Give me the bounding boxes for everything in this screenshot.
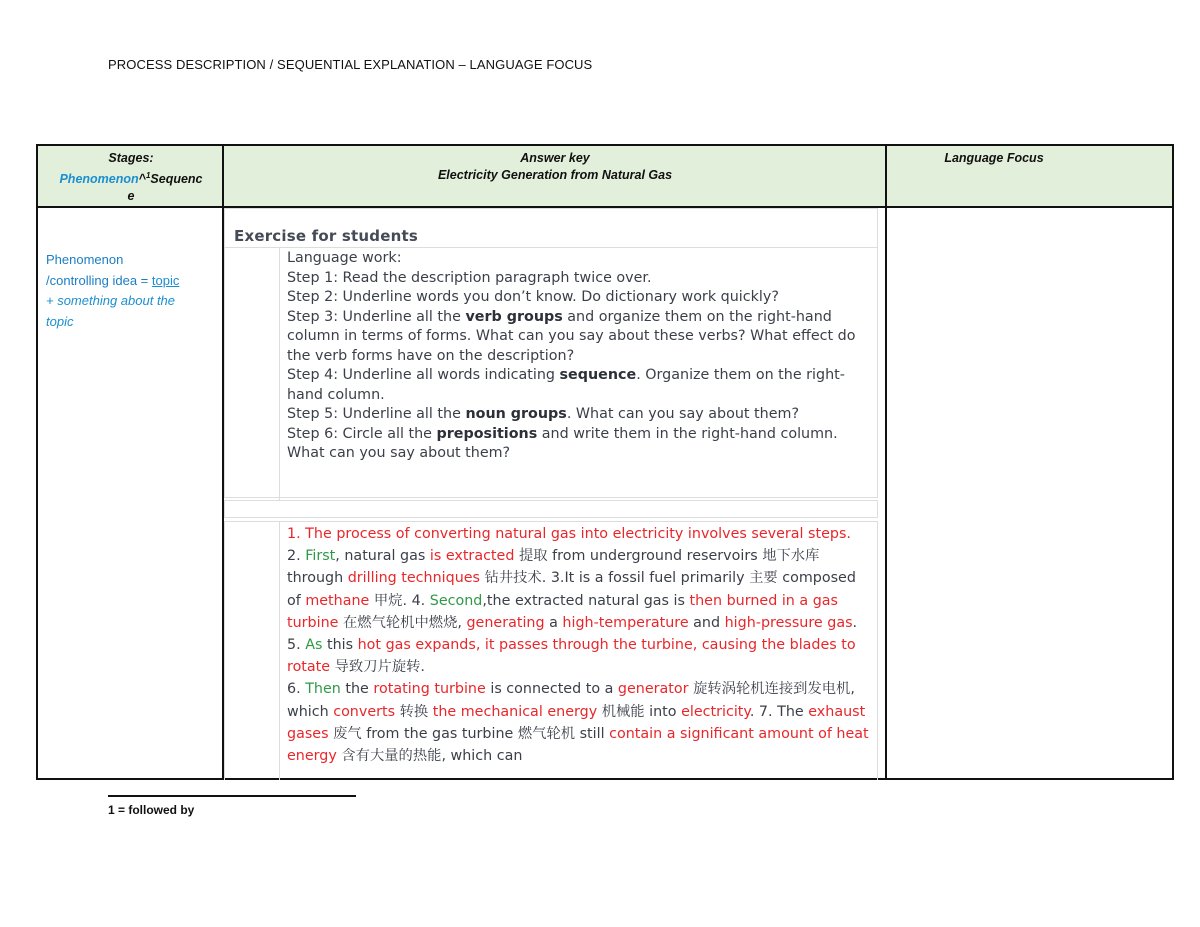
seq-as: As bbox=[305, 637, 323, 654]
noun-rotating-turbine: rotating turbine bbox=[373, 681, 486, 698]
footnote-separator bbox=[108, 795, 356, 797]
step6-text-c: and write them in the right-hand column. What can you say about them? bbox=[287, 425, 838, 461]
s6-i: 机械能 into bbox=[597, 703, 682, 720]
s4-i: . 5. bbox=[287, 614, 858, 654]
step5-noun-groups: noun groups bbox=[465, 406, 567, 422]
answer-key-topic: Electricity Generation from Natural Gas bbox=[437, 168, 673, 182]
header-answer-key bbox=[224, 150, 886, 184]
controlling-idea-label: /controlling idea = bbox=[46, 272, 152, 288]
exercise-gutter bbox=[279, 248, 280, 500]
s6-g: 转换 bbox=[395, 703, 433, 720]
stages-sequence-word: Sequenc bbox=[150, 172, 203, 187]
answer-paragraph bbox=[287, 523, 873, 767]
column-divider-2 bbox=[885, 146, 887, 778]
exercise-step-5 bbox=[287, 405, 871, 425]
exercise-inner bbox=[225, 247, 877, 500]
clause-contain-heat-energy: contain a significant amount of heat energy bbox=[287, 725, 869, 765]
verb-then-burned: then burned in a gas turbine bbox=[287, 592, 838, 631]
s7-d: 含有大量的热能, which can bbox=[336, 748, 523, 765]
seq-then: Then bbox=[305, 681, 341, 698]
header-language-focus: Language Focus bbox=[944, 151, 1044, 165]
step4-text-a: Step 4: Underline all words indicating bbox=[287, 367, 560, 383]
s6-a: the bbox=[340, 681, 374, 698]
noun-drilling-techniques: drilling techniques bbox=[347, 570, 480, 587]
s4-g: and bbox=[688, 614, 725, 631]
header-stages bbox=[38, 150, 224, 205]
s5-c: 导致刀片旋转. bbox=[330, 659, 425, 676]
answer-key-label: Answer key bbox=[520, 151, 590, 165]
stages-phenomenon-text: Phenomenon bbox=[46, 252, 124, 267]
exercise-intro: Language work: bbox=[287, 250, 402, 266]
s4-e: a bbox=[544, 614, 563, 631]
s7-b: 废气 from the gas turbine 燃气轮机 still bbox=[328, 725, 610, 742]
step3-text-c: and organize them on the right-hand column in terms of forms. What can you say about these verbs? What effect do the verb forms have on the description? bbox=[287, 308, 856, 364]
noun-exhaust-gases: exhaust gases bbox=[287, 703, 866, 742]
stages-phenomenon: Phenomenon bbox=[59, 172, 139, 187]
verb-generating: generating bbox=[466, 614, 545, 631]
exercise-step-3 bbox=[287, 308, 871, 367]
separator-band bbox=[224, 500, 878, 518]
verb-is-extracted: is extracted bbox=[429, 548, 515, 565]
s2-e: 钻井技术. 3.It is a fossil fuel primarily 主要 composed of bbox=[287, 570, 856, 609]
s2-g: 甲烷. 4. bbox=[369, 592, 430, 609]
step3-text-a: Step 3: Underline all the bbox=[287, 308, 466, 325]
step3-verb-groups: verb groups bbox=[465, 308, 563, 325]
footnote-ref: 1 bbox=[145, 171, 151, 180]
answer-gutter bbox=[279, 522, 280, 780]
step6-prepositions: prepositions bbox=[436, 425, 538, 442]
s4-c: 在燃气轮机中燃烧, bbox=[338, 614, 467, 631]
step4-text-c: . Organize them on the right-hand column. bbox=[287, 367, 845, 403]
exercise-steps bbox=[287, 249, 871, 464]
stages-something-about: + something about the bbox=[46, 293, 176, 308]
stages-sequence bbox=[38, 167, 224, 188]
clause-hot-gas-expands: hot gas expands, it passes through the turbine, causing the blades to rotate bbox=[287, 637, 856, 676]
seq-first: First bbox=[305, 548, 336, 565]
noun-generator: generator bbox=[617, 681, 689, 698]
answer-key-cell bbox=[224, 208, 878, 780]
noun-methane: methane bbox=[305, 592, 370, 609]
footnote: 1 = followed by bbox=[108, 803, 195, 817]
exercise-step-1: Step 1: Read the description paragraph twice over. bbox=[287, 269, 652, 286]
s2-c: 提取 from underground reservoirs 地下水库 through bbox=[287, 548, 820, 587]
stages-topic-end: topic bbox=[46, 313, 74, 329]
stages-sequence-end: e bbox=[127, 189, 135, 204]
exercise-step-6 bbox=[287, 425, 871, 464]
noun-mechanical-energy: the mechanical energy bbox=[432, 703, 598, 720]
seq-second: Second bbox=[429, 592, 483, 609]
exercise-step-4 bbox=[287, 366, 871, 405]
s6-e: 旋转涡轮机连接到发电机, which bbox=[287, 681, 855, 720]
s2-num: 2. bbox=[287, 548, 306, 565]
stages-controlling-idea bbox=[46, 271, 216, 292]
answer-paragraph-box bbox=[224, 521, 878, 780]
step5-text-a: Step 5: Underline all the bbox=[287, 406, 466, 422]
s6-c: is connected to a bbox=[485, 681, 618, 698]
step5-text-c: . What can you say about them? bbox=[566, 406, 800, 422]
s2-a: , natural gas bbox=[335, 548, 430, 565]
noun-high-temperature: high-temperature bbox=[562, 614, 689, 631]
step6-text-a: Step 6: Circle all the bbox=[287, 425, 437, 442]
table-header-row bbox=[38, 146, 1172, 208]
s4-a: ,the extracted natural gas is bbox=[482, 592, 690, 609]
topic-link[interactable]: topic bbox=[151, 272, 180, 288]
stages-label: Stages: bbox=[108, 151, 154, 165]
s5-a: this bbox=[322, 637, 358, 654]
noun-high-pressure-gas: high-pressure gas bbox=[724, 614, 853, 631]
noun-electricity: electricity bbox=[681, 703, 750, 720]
exercise-title: Exercise for students bbox=[234, 227, 418, 245]
s6-k: . 7. The bbox=[749, 703, 809, 720]
stages-cell bbox=[46, 250, 216, 332]
language-focus-table bbox=[36, 144, 1174, 780]
s6-num: 6. bbox=[287, 681, 306, 698]
step4-sequence: sequence bbox=[559, 367, 637, 383]
footnote-arrow: ^ bbox=[138, 172, 146, 187]
exercise-box bbox=[224, 208, 878, 498]
verb-converts: converts bbox=[333, 703, 396, 720]
document-title: PROCESS DESCRIPTION / SEQUENTIAL EXPLANATION – LANGUAGE FOCUS bbox=[108, 57, 593, 72]
sentence-1: 1. The process of converting natural gas into electricity involves several steps. bbox=[287, 526, 851, 542]
exercise-step-2: Step 2: Underline words you don’t know. Do dictionary work quickly? bbox=[287, 289, 779, 305]
